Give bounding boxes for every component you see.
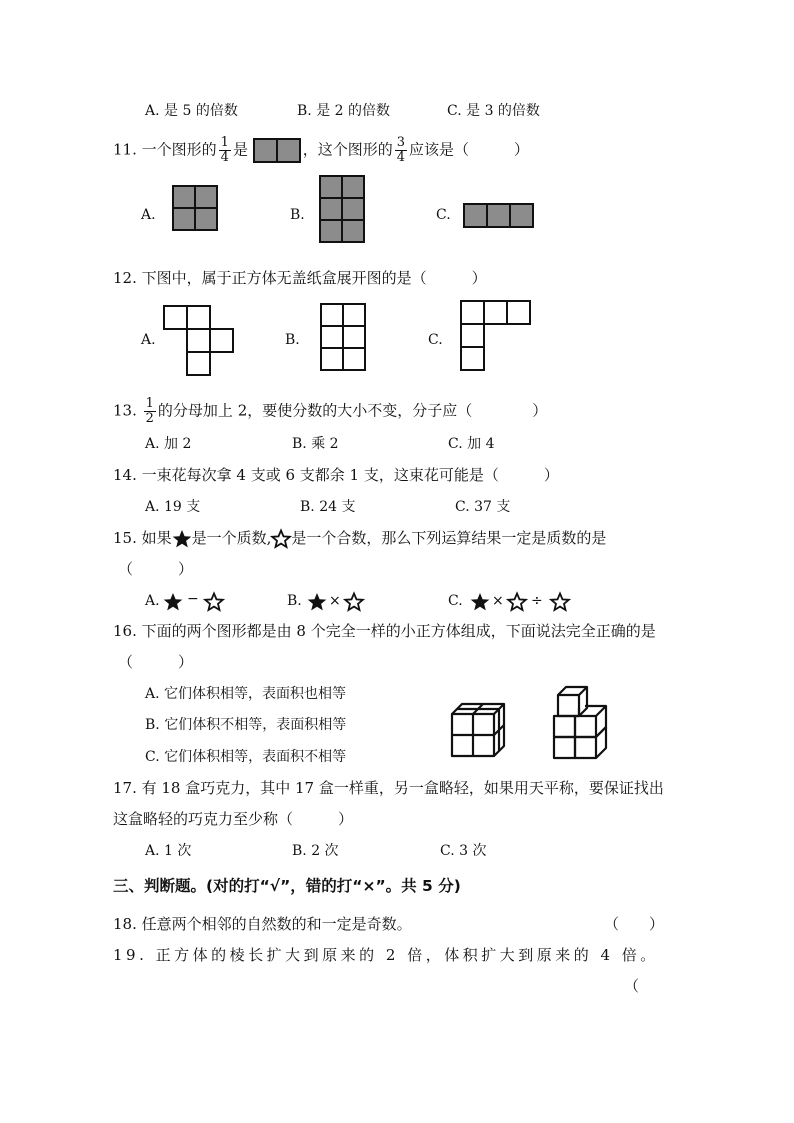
q12-label-c: C.: [428, 332, 443, 348]
q15-label-a: A.: [145, 593, 160, 609]
quarter-figure: [253, 138, 303, 164]
q11-figure-b-2x3: [319, 175, 367, 245]
outline-star-icon: [344, 592, 364, 612]
q11-label-b: B.: [290, 207, 305, 223]
q15-b-times: ×: [329, 593, 341, 609]
q15-a-minus: −: [187, 591, 199, 607]
q15-c-div: ÷: [531, 593, 543, 609]
q11-figure-a-2x2: [172, 185, 220, 233]
question-13: [113, 397, 547, 426]
q11-text-3: ，这个图形的: [302, 140, 393, 159]
q16-paren: （ ）: [118, 653, 194, 671]
q19-paren: （: [624, 977, 640, 995]
q17-option-b: B. 2 次: [292, 843, 339, 859]
q12-net-a: [163, 305, 235, 375]
q11-text-2: 是: [232, 140, 248, 159]
filled-star-icon: [307, 592, 327, 612]
q14-option-a: A. 19 支: [145, 499, 201, 515]
q12-label-a: A.: [141, 332, 156, 348]
q11-text-1: 一个图形的: [141, 140, 217, 159]
q15-label-b: B.: [287, 593, 302, 609]
q14-option-b: B. 24 支: [300, 499, 356, 515]
q15-number: 15. 如果: [113, 529, 172, 547]
q10-option-a: A. 是 5 的倍数: [145, 103, 238, 119]
q15-text-1: 是一个质数,: [191, 529, 272, 547]
q12-net-b: [320, 303, 368, 373]
question-18: 18. 任意两个相邻的自然数的和一定是奇数。: [113, 915, 412, 933]
filled-star-icon: [163, 592, 183, 612]
q15-paren: （ ）: [118, 560, 194, 578]
q15-text-2: 是一个合数，那么下列运算结果一定是质数的是: [291, 529, 607, 547]
question-11: [113, 136, 529, 165]
cube-figure-2x2x2: [448, 700, 510, 762]
q11-fraction-2: $\frac{3}{4}$: [396, 135, 406, 165]
q11-label-c: C.: [436, 207, 451, 223]
q13-option-b: B. 乘 2: [292, 436, 339, 452]
outline-star-icon: [550, 592, 570, 612]
q10-option-b: B. 是 2 的倍数: [297, 103, 390, 119]
q18-paren: （ ）: [604, 915, 665, 933]
q10-option-c: C. 是 3 的倍数: [447, 103, 540, 119]
q14-option-c: C. 37 支: [455, 499, 511, 515]
filled-star-icon: [172, 529, 192, 549]
q13-number: 13.: [113, 401, 137, 420]
question-17-line-2: 这盒略轻的巧克力至少称（ ）: [113, 810, 354, 828]
q11-text-4: 应该是（ ）: [409, 140, 530, 159]
q11-number: 11.: [113, 140, 137, 159]
q13-option-a: A. 加 2: [145, 436, 192, 452]
q11-fraction-1: $\frac{1}{4}$: [220, 135, 229, 165]
q16-option-c: C. 它们体积相等，表面积不相等: [145, 749, 347, 765]
question-19: 19. 正方体的棱长扩大到原来的 2 倍，体积扩大到原来的 4 倍。: [113, 946, 659, 964]
q13-option-c: C. 加 4: [448, 436, 495, 452]
outline-star-icon: [271, 529, 291, 549]
q17-option-c: C. 3 次: [440, 843, 487, 859]
outline-star-icon: [204, 592, 224, 612]
question-14: 14. 一束花每次拿 4 支或 6 支都余 1 支，这束花可能是（ ）: [113, 466, 559, 484]
q13-text: 的分母加上 2，要使分数的大小不变，分子应（ ）: [157, 401, 548, 420]
outline-star-icon: [507, 592, 527, 612]
question-15: [113, 528, 606, 549]
q12-net-c: [460, 300, 532, 372]
q13-fraction: $\frac{1}{2}$: [145, 396, 154, 426]
q16-option-b: B. 它们体积不相等，表面积相等: [145, 717, 347, 733]
q17-option-a: A. 1 次: [145, 843, 192, 859]
q11-figure-c-3x1: [463, 203, 535, 229]
q12-label-b: B.: [285, 332, 300, 348]
question-12: 12. 下图中，属于正方体无盖纸盒展开图的是（ ）: [113, 269, 487, 287]
cube-figure-stacked: [550, 683, 612, 763]
q11-label-a: A.: [141, 207, 156, 223]
question-16: 16. 下面的两个图形都是由 8 个完全一样的小正方体组成，下面说法完全正确的是: [113, 622, 656, 640]
section-3-title: 三、判断题。(对的打“√”，错的打“×”。共 5 分): [113, 877, 461, 895]
q15-c-times: ×: [492, 593, 504, 609]
q16-option-a: A. 它们体积相等，表面积也相等: [145, 686, 347, 702]
question-17-line-1: 17. 有 18 盒巧克力，其中 17 盒一样重，另一盒略轻，如果用天平称，要保证找出: [113, 779, 664, 797]
filled-star-icon: [470, 592, 490, 612]
q15-label-c: C.: [448, 593, 463, 609]
